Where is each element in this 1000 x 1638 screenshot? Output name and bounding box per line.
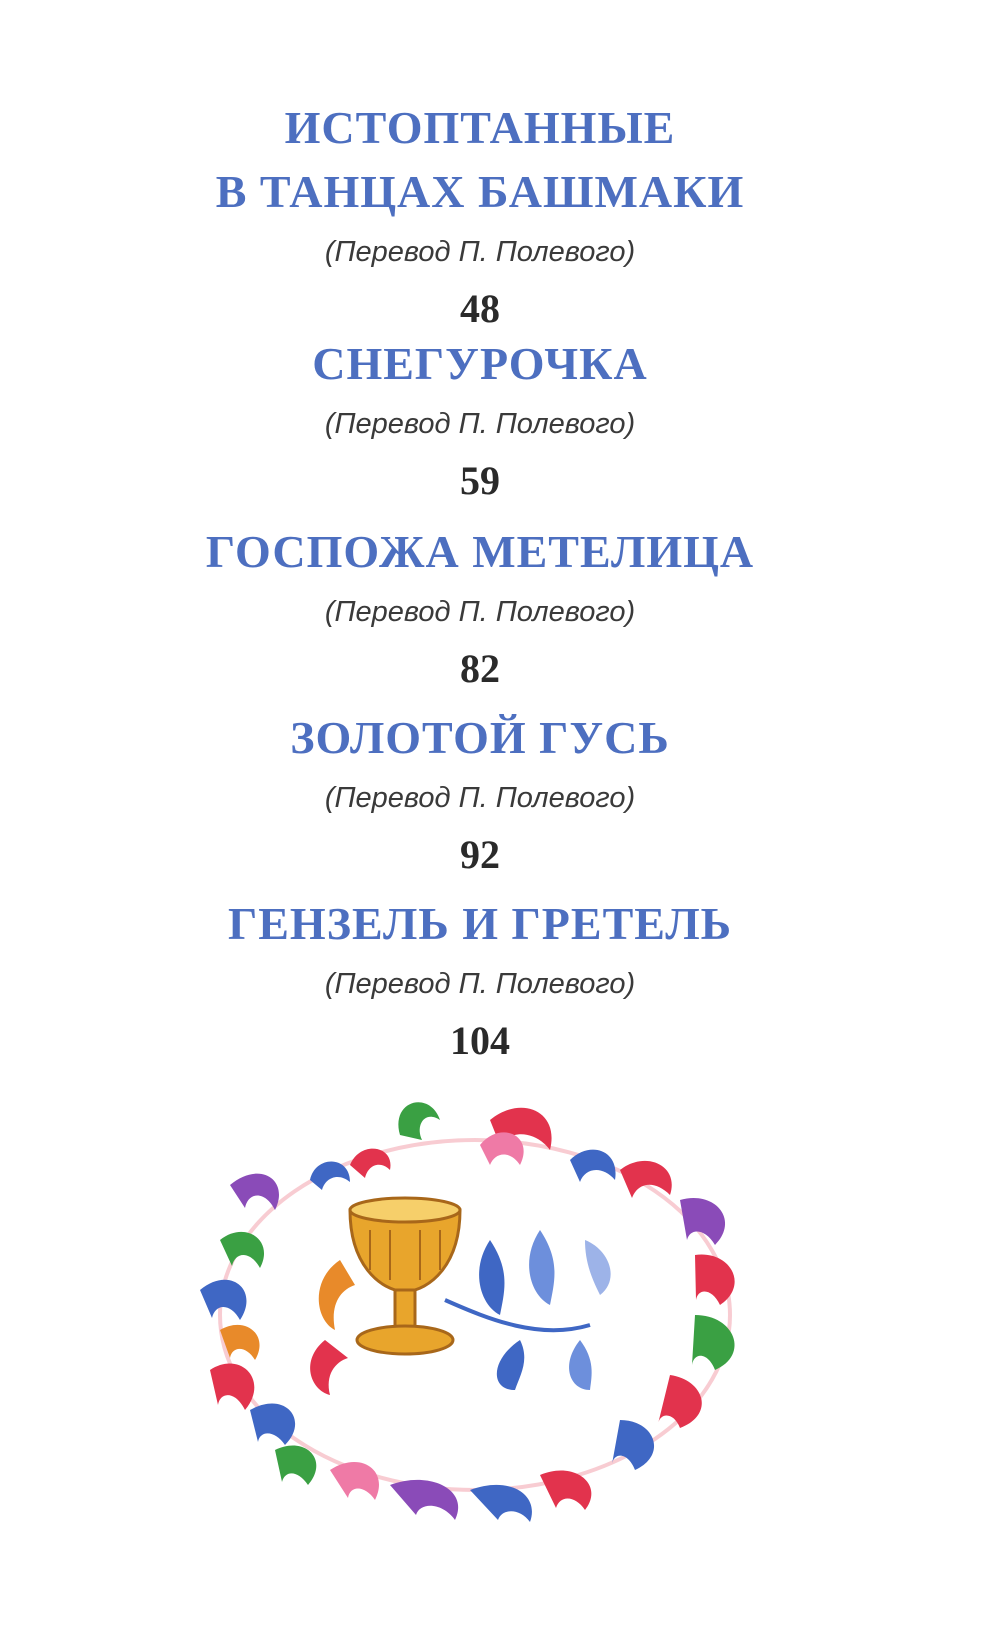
- toc-entry: [0, 706, 960, 880]
- toc-entry: [0, 332, 960, 506]
- translator-credit: (Перевод П. Полевого): [324, 596, 636, 628]
- entry-title: [0, 520, 960, 584]
- entry-title: [0, 332, 960, 396]
- entry-title-line: СНЕГУРОЧКА: [312, 338, 648, 389]
- goblet-wreath-ornament-icon: [190, 1090, 760, 1530]
- orange-leaf-sprig: [310, 1260, 355, 1395]
- page-number: 92: [460, 832, 500, 877]
- entry-title: [0, 706, 960, 770]
- entry-title: [0, 96, 960, 224]
- entry-title-line: ГЕНЗЕЛЬ И ГРЕТЕЛЬ: [227, 898, 733, 949]
- leaf-scroll-bottom: [330, 1462, 591, 1522]
- toc-entry: [0, 520, 960, 694]
- page-number: 59: [460, 458, 500, 503]
- entry-title-line: В ТАНЦАХ БАШМАКИ: [215, 166, 745, 217]
- toc-entry: [0, 892, 960, 1066]
- page-number: 82: [460, 646, 500, 691]
- translator-credit: (Перевод П. Полевого): [324, 236, 636, 268]
- leaf-scroll-top: [310, 1102, 672, 1198]
- entry-title: [0, 892, 960, 956]
- toc-entry: [0, 96, 960, 334]
- entry-title-line: ГОСПОЖА МЕТЕЛИЦА: [205, 526, 755, 577]
- translator-credit: (Перевод П. Полевого): [324, 782, 636, 814]
- page-number: 104: [450, 1018, 510, 1063]
- leaf-scroll-right: [612, 1198, 735, 1470]
- blue-foliage-sprig: [445, 1230, 611, 1390]
- translator-credit: (Перевод П. Полевого): [324, 408, 636, 440]
- entry-title-line: ИСТОПТАННЫЕ: [284, 102, 676, 153]
- entry-title-line: ЗОЛОТОЙ ГУСЬ: [290, 712, 670, 763]
- goblet-icon: [350, 1198, 460, 1354]
- page-number: 48: [460, 286, 500, 331]
- translator-credit: (Перевод П. Полевого): [324, 968, 636, 1000]
